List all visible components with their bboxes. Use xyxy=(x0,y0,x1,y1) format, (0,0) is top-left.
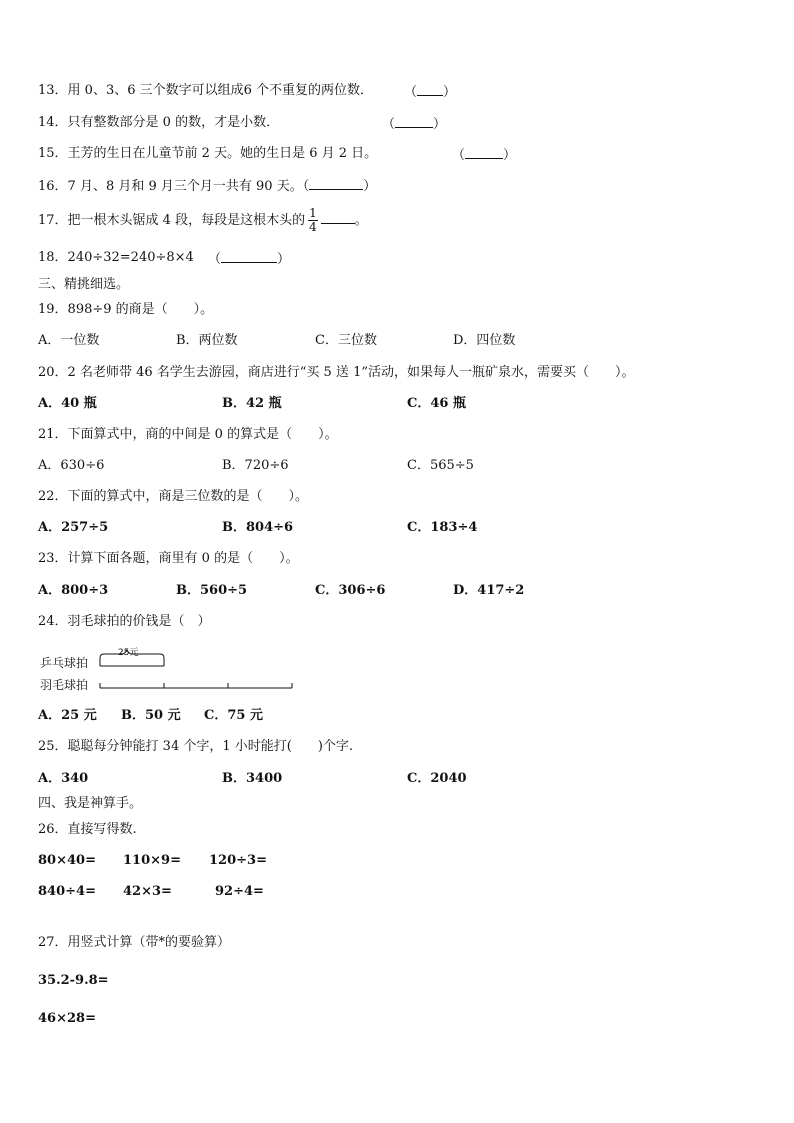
calc-item: 110×9= xyxy=(123,853,181,868)
paren-right: ） xyxy=(363,179,377,194)
question-25: 25．聪聪每分钟能打 34 个字，1 小时能打( )个字. xyxy=(38,739,354,754)
question-text: 14．只有整数部分是 0 的数，才是小数． xyxy=(38,115,280,130)
option-b[interactable]: B．720÷6 xyxy=(222,458,289,473)
answer-blank[interactable] xyxy=(221,250,277,263)
paren-right: ） xyxy=(503,148,517,163)
option-a[interactable]: A．40 瓶 xyxy=(38,396,97,411)
option-b[interactable]: B．50 元 xyxy=(121,708,181,723)
calc-item: 80×40= xyxy=(38,853,96,868)
question-text: 16．7 月、8 月和 9 月三个月一共有 90 天。（ xyxy=(38,179,310,194)
question-15 xyxy=(38,146,377,162)
option-c[interactable]: C．46 瓶 xyxy=(407,396,466,411)
question-text: 18．240÷32=240÷8×4 xyxy=(38,250,194,265)
question-17 xyxy=(38,206,368,236)
fraction-numerator: 1 xyxy=(309,206,317,220)
brace-value-label: 25元 xyxy=(118,648,139,658)
paren-left: （ xyxy=(382,117,396,132)
option-b[interactable]: B．560÷5 xyxy=(176,583,248,598)
paren-right: ） xyxy=(277,252,291,267)
option-b[interactable]: B．42 瓶 xyxy=(222,396,282,411)
answer-blank[interactable] xyxy=(417,83,443,96)
option-c[interactable]: C．三位数 xyxy=(315,333,377,348)
section-heading-3: 三、精挑细选。 xyxy=(38,277,130,292)
option-a[interactable]: A．257÷5 xyxy=(38,520,109,535)
question-26: 26．直接写得数. xyxy=(38,822,137,837)
question-21: 21．下面算式中，商的中间是 0 的算式是（ ）。 xyxy=(38,427,338,442)
question-18 xyxy=(38,250,194,266)
paren-left: （ xyxy=(452,148,466,163)
option-a[interactable]: A．800÷3 xyxy=(38,583,109,598)
question-text: 17．把一根木头锯成 4 段，每段是这根木头的 xyxy=(38,213,306,228)
option-a[interactable]: A．一位数 xyxy=(38,333,100,348)
question-23: 23．计算下面各题，商里有 0 的是（ ）。 xyxy=(38,551,299,566)
line-segment-diagram xyxy=(38,648,308,696)
question-text: 13．用 0、3、6 三个数字可以组成6 个不重复的两位数． xyxy=(38,83,374,98)
answer-paren-13[interactable] xyxy=(404,83,456,101)
question-19: 19．898÷9 的商是（ ）。 xyxy=(38,302,214,317)
option-c[interactable]: C．75 元 xyxy=(204,708,263,723)
question-13 xyxy=(38,83,373,99)
calc-item: 840÷4= xyxy=(38,884,96,899)
sentence-end: 。 xyxy=(354,213,368,228)
question-22: 22．下面的算式中，商是三位数的是（ ）。 xyxy=(38,489,309,504)
question-24: 24．羽毛球拍的价钱是（ ） xyxy=(38,614,211,629)
option-c[interactable]: C．565÷5 xyxy=(407,458,474,473)
option-b[interactable]: B．3400 xyxy=(222,771,283,786)
paren-right: ） xyxy=(443,85,457,100)
option-c[interactable]: C．2040 xyxy=(407,771,467,786)
calc-item: 120÷3= xyxy=(209,853,267,868)
answer-paren-14[interactable] xyxy=(382,115,446,133)
option-b[interactable]: B．两位数 xyxy=(176,333,238,348)
question-text: 15．王芳的生日在儿童节前 2 天。她的生日是 6 月 2 日。 xyxy=(38,146,378,161)
paren-right: ） xyxy=(433,117,447,132)
option-c[interactable]: C．306÷6 xyxy=(315,583,386,598)
option-a[interactable]: A．340 xyxy=(38,771,89,786)
calc-item: 42×3= xyxy=(123,884,172,899)
section-heading-4: 四、我是神算手。 xyxy=(38,796,143,811)
option-d[interactable]: D．四位数 xyxy=(453,333,516,348)
answer-blank[interactable] xyxy=(395,115,433,128)
option-a[interactable]: A．630÷6 xyxy=(38,458,105,473)
brace-icon xyxy=(100,650,164,658)
option-c[interactable]: C．183÷4 xyxy=(407,520,478,535)
segment-lines xyxy=(38,648,308,696)
calc-item: 92÷4= xyxy=(215,884,264,899)
option-b[interactable]: B．804÷6 xyxy=(222,520,294,535)
option-a[interactable]: A．25 元 xyxy=(38,708,97,723)
answer-paren-15[interactable] xyxy=(452,146,516,164)
label-badminton-racket: 羽毛球拍 xyxy=(40,678,89,692)
answer-paren-18[interactable] xyxy=(208,250,290,268)
question-14 xyxy=(38,115,279,131)
vertical-calc-item: 35.2-9.8= xyxy=(38,973,109,988)
vertical-calc-item: 46×28= xyxy=(38,1011,96,1026)
question-16 xyxy=(38,177,376,195)
option-d[interactable]: D．417÷2 xyxy=(453,583,525,598)
answer-blank[interactable] xyxy=(309,177,363,190)
answer-blank[interactable] xyxy=(321,211,355,224)
paren-left: （ xyxy=(404,85,418,100)
paren-left: （ xyxy=(208,252,222,267)
label-pingpong-paddle: 乒乓球拍 xyxy=(40,656,89,670)
question-20: 20．2 名老师带 46 名学生去游园，商店进行“买 5 送 1”活动，如果每人一瓶矿泉水，需要买（ ）。 xyxy=(38,365,635,380)
question-27: 27．用竖式计算（带*的要验算） xyxy=(38,935,231,950)
fraction-one-quarter xyxy=(308,207,318,234)
fraction-denominator: 4 xyxy=(309,220,317,234)
answer-blank[interactable] xyxy=(465,146,503,159)
